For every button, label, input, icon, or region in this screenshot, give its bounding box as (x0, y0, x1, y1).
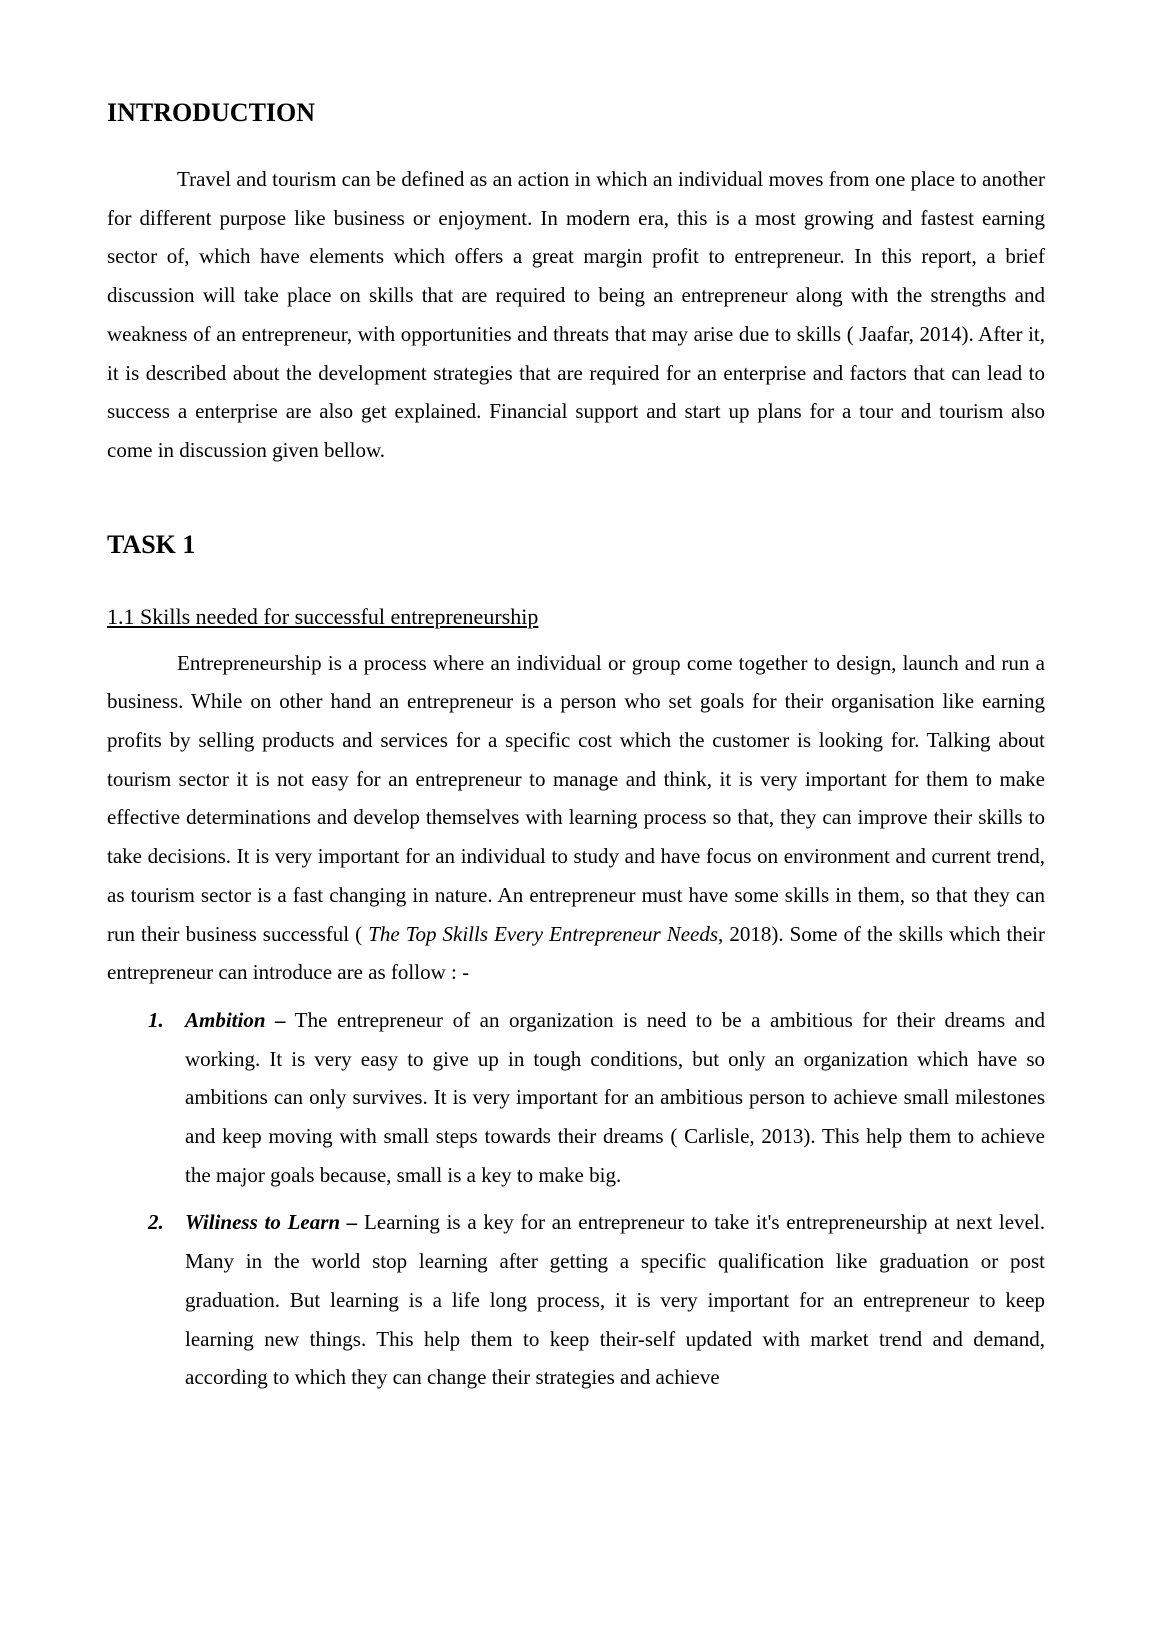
skills-list (107, 1001, 1045, 1397)
heading-task1: TASK 1 (107, 529, 196, 559)
list-item-text: The entrepreneur of an organization is need to be a ambitious for their dreams and working. It is very easy to give up in tough conditions, but only an organization which have so ambitions can only survives. It is very important for an ambitious person to achieve small milestones and keep moving with small steps towards their dreams ( Carlisle, 2013). This help them to achieve the major goals because, small is a key to make big. (185, 1007, 1045, 1187)
citation-title-italic: The Top Skills Every Entrepreneur Needs (368, 921, 719, 946)
paragraph-introduction: Travel and tourism can be defined as an action in which an individual moves from one place to another for different purpose like business or enjoyment. In modern era, this is a most growing and fastest earning sector of, which have elements which offers a great margin profit to entrepreneur. In this report, a brief discussion will take place on skills that are required to being an entrepreneur along with the strengths and weakness of an entrepreneur, with opportunities and threats that may arise due to skills ( Jaafar, 2014). After it, it is described about the development strategies that are required for an enterprise and factors that can lead to success a enterprise are also get explained. Financial support and start up plans for a tour and tourism also come in discussion given bellow. (107, 167, 1045, 462)
list-item-body (185, 1203, 1045, 1397)
list-item-body (185, 1001, 1045, 1195)
list-item-number: 2. (148, 1210, 164, 1235)
paragraph-entrepreneurship-text: Entrepreneurship is a process where an individual or group come together to design, launch and run a business. While on other hand an entrepreneur is a person who set goals for their organisation like earning profits by selling products and services for a specific cost which the customer is looking for. Talking about tourism sector it is not easy for an entrepreneur to manage and think, it is very important for them to make effective determinations and develop themselves with learning process so that, they can improve their skills to take decisions. It is very important for an individual to study and have focus on environment and current trend, as tourism sector is a fast changing in nature. An entrepreneur must have some skills in them, so that they can run their business successful ( (107, 650, 1045, 946)
list-item-term: Wiliness to Learn – (185, 1210, 358, 1235)
paragraph-entrepreneurship-continued: , 2018). Some of the skills which their entrepreneur can introduce are as follow : - (107, 921, 1045, 985)
heading-section-1-1: 1.1 Skills needed for successful entrepreneurship (107, 603, 539, 629)
paragraph-entrepreneurship (107, 644, 1045, 992)
list-item-ambition (107, 1001, 1045, 1195)
list-item-wiliness-to-learn (107, 1203, 1045, 1397)
list-item-number: 1. (148, 1007, 164, 1032)
list-item-text: Learning is a key for an entrepreneur to take it's entrepreneurship at next level. Many in the world stop learning after getting a specific qualification like graduation or post graduation. But learning is a life long process, it is very important for an entrepreneur to keep learning new things. This help them to keep their-self updated with market trend and demand, according to which they can change their strategies and achieve (185, 1210, 1045, 1390)
list-item-term: Ambition – (185, 1007, 286, 1032)
heading-introduction: INTRODUCTION (107, 98, 316, 127)
